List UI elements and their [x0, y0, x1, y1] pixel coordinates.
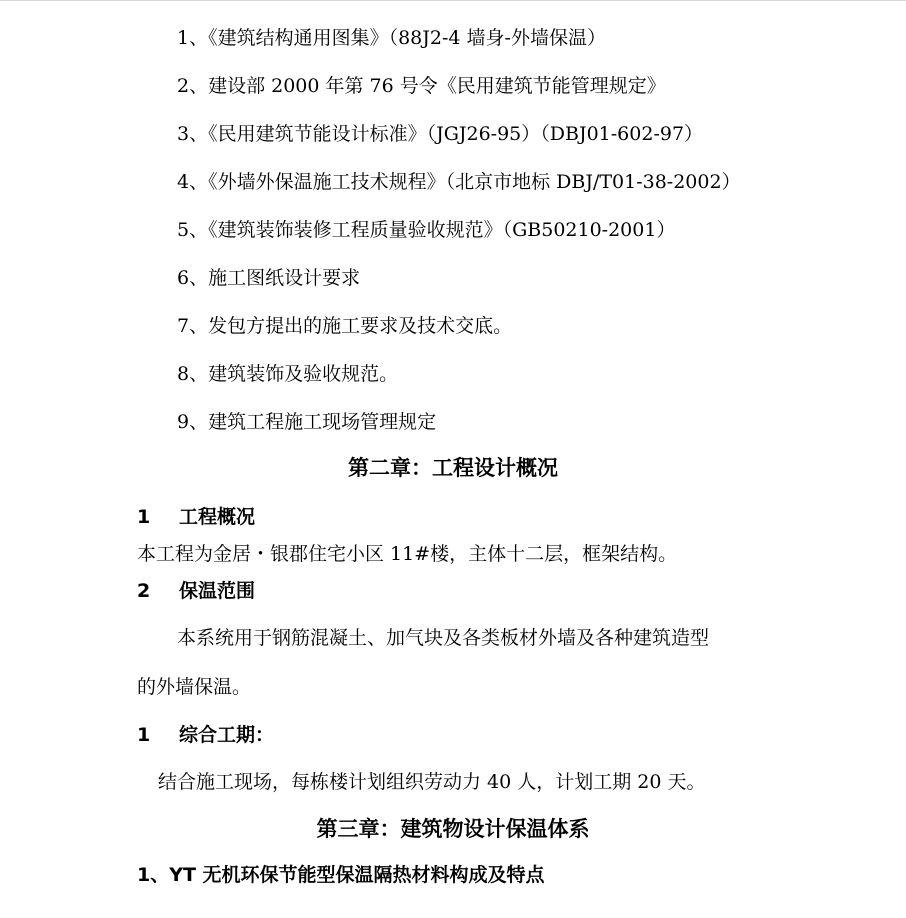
reference-item: 4、《外墙外保温施工技术规程》（北京市地标 DBJ/T01-38-2002） — [177, 171, 741, 193]
reference-item: 1、《建筑结构通用图集》（88J2-4 墙身-外墙保温） — [177, 27, 606, 49]
reference-list — [177, 22, 741, 454]
chapter-3-title: 第三章：建筑物设计保温体系 — [316, 817, 590, 841]
section-heading-scope — [137, 576, 255, 603]
reference-item: 7、发包方提出的施工要求及技术交底。 — [177, 315, 513, 337]
section-heading-overview — [137, 502, 255, 529]
overview-paragraph: 本工程为金居・银郡住宅小区 11#楼，主体十二层，框架结构。 — [137, 543, 678, 565]
reference-item: 5、《建筑装饰装修工程质量验收规范》（GB50210-2001） — [177, 219, 676, 241]
section-heading-text: 工程概况 — [179, 506, 256, 528]
section-number: 1 — [137, 724, 151, 746]
section-number: 1 — [137, 506, 151, 528]
section-heading-text: 保温范围 — [179, 580, 256, 602]
scope-paragraph-line-2: 的外墙保温。 — [137, 676, 252, 698]
section-heading-text: 综合工期： — [179, 724, 275, 746]
section-heading-schedule — [137, 720, 274, 747]
reference-item: 9、建筑工程施工现场管理规定 — [177, 411, 437, 433]
section-number: 2 — [137, 580, 151, 602]
reference-item: 8、建筑装饰及验收规范。 — [177, 363, 399, 385]
scope-paragraph-line-1: 本系统用于钢筋混凝土、加气块及各类板材外墙及各种建筑造型 — [177, 627, 710, 649]
reference-item: 3、《民用建筑节能设计标准》（JGJ26-95）（DBJ01-602-97） — [177, 123, 704, 145]
chapter-2-title: 第二章：工程设计概况 — [348, 456, 558, 480]
reference-item: 2、建设部 2000 年第 76 号令《民用建筑节能管理规定》 — [177, 75, 666, 97]
chapter-3-section-1-heading: 1、YT 无机环保节能型保温隔热材料构成及特点 — [137, 864, 545, 886]
reference-item: 6、施工图纸设计要求 — [177, 267, 361, 289]
schedule-paragraph: 结合施工现场，每栋楼计划组织劳动力 40 人，计划工期 20 天。 — [158, 771, 706, 793]
